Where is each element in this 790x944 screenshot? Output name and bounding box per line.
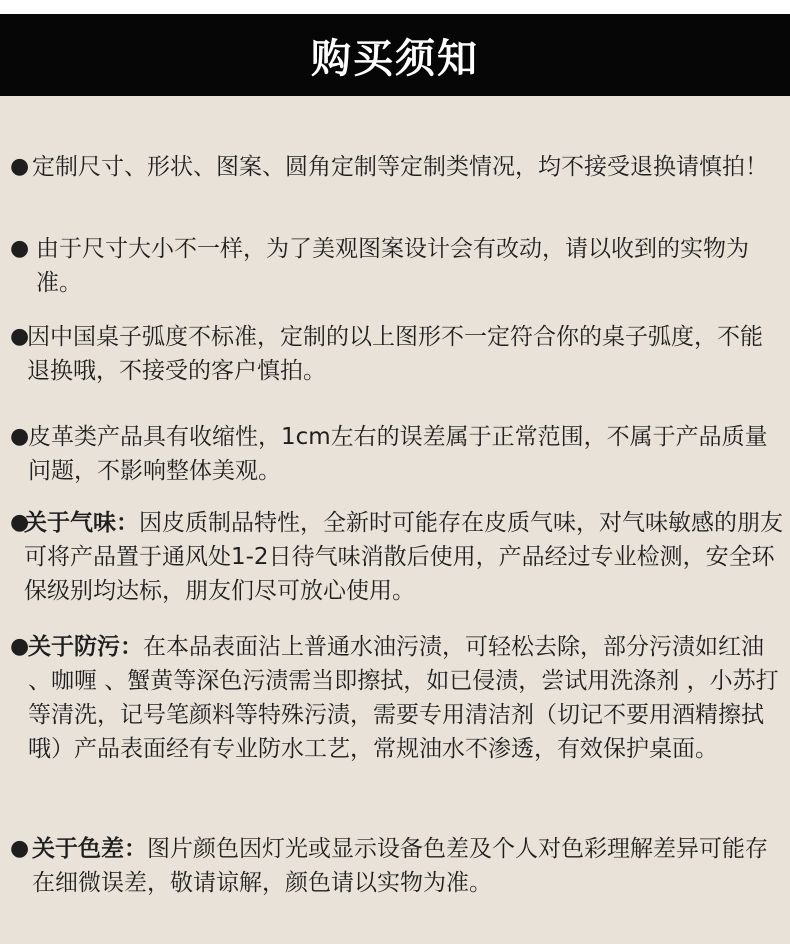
bullet-icon: ● xyxy=(10,236,30,261)
notice-item-stain xyxy=(10,630,785,766)
notice-text: 由于尺寸大小不一样，为了美观图案设计会有改动，请以收到的实物为准。 xyxy=(36,236,749,296)
notice-item-2 xyxy=(10,232,785,300)
notice-text: 皮革类产品具有收缩性，1cm左右的误差属于正常范围，不属于产品质量问题，不影响整体美观。 xyxy=(28,424,768,484)
bullet-icon: ● xyxy=(10,634,30,659)
notice-item-color xyxy=(10,832,785,900)
notice-label: 关于防污： xyxy=(28,634,143,660)
bullet-icon: ● xyxy=(10,510,30,535)
notice-text: 图片颜色因灯光或显示设备色差及个人对色彩理解差异可能存在细微误差，敬请谅解，颜色请以实物为准。 xyxy=(32,836,768,896)
title-bar xyxy=(0,14,790,96)
notice-item-smell xyxy=(10,506,785,608)
notice-text: 因中国桌子弧度不标准，定制的以上图形不一定符合你的桌子弧度，不能退换哦，不接受的客户慎拍。 xyxy=(27,324,763,384)
notice-item-3 xyxy=(10,320,785,388)
notice-text: 因皮质制品特性，全新时可能存在皮质气味，对气味敏感的朋友可将产品置于通风处1-2日待气味消散后使用，产品经过专业检测，安全环保级别均达标，朋友们尽可放心使用。 xyxy=(24,510,783,604)
notice-item-4 xyxy=(10,420,785,488)
bullet-icon: ● xyxy=(10,154,30,179)
notice-text: 定制尺寸、形状、图案、圆角定制等定制类情况，均不接受退换请慎拍！ xyxy=(32,154,768,180)
bullet-icon: ● xyxy=(10,424,30,449)
bullet-icon: ● xyxy=(10,836,30,861)
bullet-icon: ● xyxy=(10,324,30,349)
notice-item-1 xyxy=(10,150,785,184)
top-strip xyxy=(0,0,790,14)
notice-label: 关于气味： xyxy=(24,510,139,536)
notice-label: 关于色差： xyxy=(32,836,147,862)
notice-text: 在本品表面沾上普通水油污渍，可轻松去除，部分污渍如红油 、咖喱 、蟹黄等深色污渍需当即擦拭，如已侵渍，尝试用洗涤剂 ，小苏打等清洗，记号笔颜料等特殊污渍，需要专用清洁剂（切记不要用酒精擦拭哦）产品表面经有专业防水工艺，常规油水不渗透，有效保护桌面。 xyxy=(28,634,779,762)
page-title: 购买须知 xyxy=(311,34,479,82)
